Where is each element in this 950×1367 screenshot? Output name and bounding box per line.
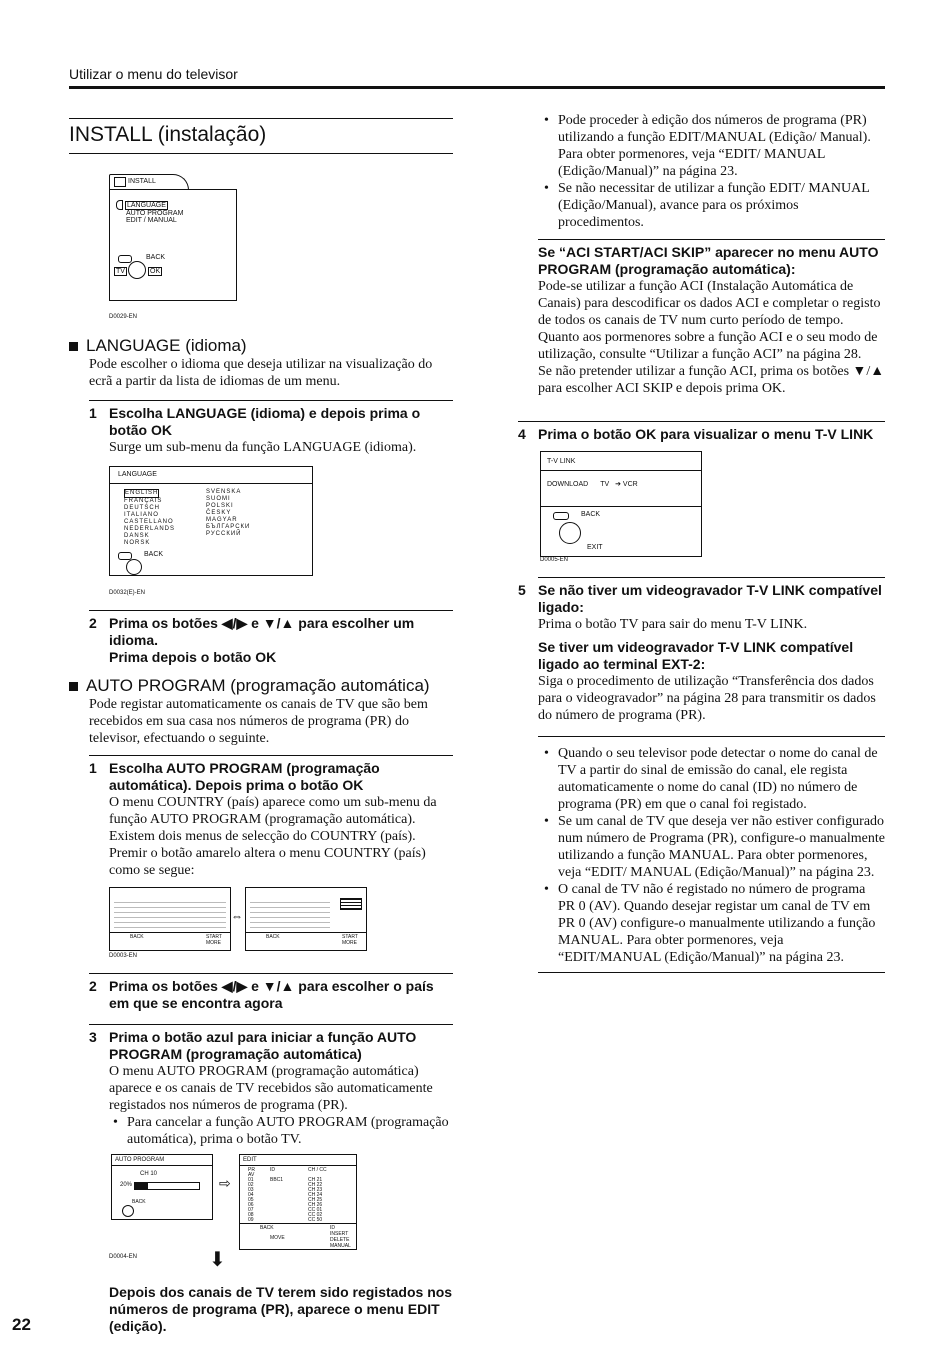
table-cell: CH 24 bbox=[308, 1192, 323, 1198]
auto-program-step1-text: O menu COUNTRY (país) aparece como um sub-menu da função AUTO PROGRAM (programação automática). Existem dois menus de selecção do COUNTRY (país). Premir o botão amarelo altera o menu COUNTRY (país) como se segue: bbox=[109, 795, 437, 878]
tvlink-screen-title: T-V LINK bbox=[547, 458, 576, 465]
selection-cursor-icon bbox=[116, 200, 123, 210]
language-list-col2 bbox=[206, 489, 250, 538]
language-option[interactable]: ITALIANO bbox=[124, 512, 159, 518]
bullet-square-icon bbox=[69, 682, 78, 691]
language-option[interactable]: РУССКИЙ bbox=[206, 531, 242, 537]
back-label: BACK bbox=[144, 551, 164, 558]
column-header: CH / CC bbox=[308, 1167, 327, 1173]
divider bbox=[538, 239, 885, 240]
header-rule bbox=[69, 86, 885, 89]
back-label: BACK bbox=[146, 254, 166, 261]
language-step2: 2 Prima os botões ◀/▶ e ▼/▲ para escolher um idioma. bbox=[89, 615, 415, 648]
screen-divider bbox=[541, 470, 701, 471]
install-screen-title: INSTALL bbox=[128, 178, 156, 185]
edit-caption: D0004-EN bbox=[109, 1254, 138, 1260]
tv-button-label: TV bbox=[116, 268, 125, 275]
language-intro: Pode escolher o idioma que deseja utilizar na visualização do ecrã a partir da lista de idiomas de um menu. bbox=[89, 357, 433, 389]
down-arrow-icon: ⬇ bbox=[209, 1249, 226, 1271]
table-cell: CC 02 bbox=[308, 1212, 323, 1218]
install-tab bbox=[109, 174, 189, 190]
language-step2-sub: Prima depois o botão OK bbox=[109, 649, 277, 665]
list-item: • Se um canal de TV que deseja ver não estiver configurado num número de Programa (PR), configure-o manualmente utilizando a função MANUAL. Para obter pormenores, veja “EDIT/ MANUAL (Edição/Manual)” na página 23. bbox=[558, 813, 885, 881]
install-items bbox=[116, 200, 183, 224]
screen-divider bbox=[240, 1165, 356, 1166]
table-cell: 04 bbox=[248, 1192, 254, 1198]
divider bbox=[538, 577, 885, 578]
country-screen-2 bbox=[245, 887, 367, 951]
auto-program-screen-title: AUTO PROGRAM bbox=[115, 1157, 165, 1163]
dpad-icon bbox=[128, 261, 146, 279]
install-figure bbox=[69, 174, 453, 324]
language-heading: LANGUAGE (idioma) bbox=[69, 336, 453, 356]
divider bbox=[538, 736, 885, 737]
progress-bar bbox=[134, 1182, 200, 1190]
back-label: BACK bbox=[581, 511, 601, 518]
dpad-icon bbox=[559, 522, 581, 544]
ok-button-label: OK bbox=[150, 268, 161, 275]
move-label: MOVE bbox=[270, 1235, 285, 1241]
country-caption: D0003-EN bbox=[109, 953, 138, 959]
language-option[interactable]: SVENSKA bbox=[206, 489, 242, 495]
step5-title2: Se tiver um videogravador T-V LINK compatível ligado ao terminal EXT-2: bbox=[538, 639, 854, 672]
table-cell: 09 bbox=[248, 1217, 254, 1223]
table-cell: CC 50 bbox=[308, 1217, 323, 1223]
table-cell: 01 bbox=[248, 1177, 254, 1183]
tvlink-caption: D0005-EN bbox=[540, 557, 569, 563]
progress-percent: 20% bbox=[120, 1182, 133, 1188]
language-section bbox=[69, 336, 453, 666]
country-screen-lines bbox=[250, 898, 330, 928]
step5-text: Prima o botão TV para sair do menu T-V LINK. bbox=[538, 617, 808, 632]
language-screen bbox=[109, 466, 313, 576]
country-screen-divider bbox=[110, 932, 230, 933]
auto-program-step3: 3 Prima o botão azul para iniciar a função AUTO PROGRAM (programação automática) bbox=[89, 1029, 417, 1062]
table-cell: 06 bbox=[248, 1202, 254, 1208]
table-cell: CH 22 bbox=[308, 1182, 323, 1188]
list-item: • Quando o seu televisor pode detectar o nome do canal de TV a partir do sinal de emissão do canal, ele regista automaticamente o nome do canal (ID) no número de programa (PR) em que o canal foi registado. bbox=[558, 745, 885, 813]
country-figure bbox=[69, 887, 453, 969]
list-item: • O canal de TV não é registado no número de programa PR 0 (AV). Quando desejar registar um canal de TV em PR 0 (AV) configure-o manualmente utilizando a função MANUAL. Para obter pormenores, veja “EDIT/MANUAL (Edição/Manual)” na página 23. bbox=[558, 881, 885, 966]
auto-program-step1: 1 Escolha AUTO PROGRAM (programação automática). Depois prima o botão OK bbox=[89, 760, 380, 793]
list-item: • Pode proceder à edição dos números de programa (PR) utilizando a função EDIT/MANUAL (Edição/ Manual). Para obter pormenores, veja “EDIT/ MANUAL (Edição/Manual)” na página 23. bbox=[558, 112, 885, 180]
language-option[interactable]: NORSK bbox=[124, 540, 151, 546]
manual-label: MANUAL bbox=[330, 1243, 351, 1249]
tvlink-download-row[interactable]: DOWNLOAD TV ➔ VCR bbox=[547, 481, 638, 488]
edit-table bbox=[248, 1173, 348, 1223]
list-item: • Se não necessitar de utilizar a função EDIT/ MANUAL (Edição/Manual), avance para os próximos procedimentos. bbox=[558, 180, 885, 231]
language-option[interactable]: DEUTSCH bbox=[124, 505, 161, 511]
auto-program-screen bbox=[111, 1154, 213, 1220]
table-cell: 07 bbox=[248, 1207, 254, 1213]
more-label: MORE bbox=[342, 940, 357, 946]
divider bbox=[89, 755, 453, 756]
divider bbox=[89, 610, 453, 611]
screen-divider bbox=[541, 506, 701, 507]
language-step1: 1 Escolha LANGUAGE (idioma) e depois prima o botão OK bbox=[89, 405, 421, 438]
left-column bbox=[69, 118, 453, 1335]
language-option[interactable]: ENGLISH bbox=[125, 490, 159, 496]
page-number: 22 bbox=[12, 1315, 31, 1334]
tvlink-screen bbox=[540, 451, 702, 557]
language-option[interactable]: CASTELLANO bbox=[124, 519, 174, 525]
insert-label: INSERT bbox=[330, 1231, 349, 1237]
install-caption: D0029-EN bbox=[109, 314, 138, 320]
page-header: Utilizar o menu do televisor bbox=[69, 66, 238, 82]
step5-text2: Siga o procedimento de utilização “Transferência dos dados para o videogravador” na página 28 para transmitir os dados do número de programa (PR). bbox=[538, 674, 876, 723]
progress-fill bbox=[135, 1183, 148, 1189]
language-option[interactable]: DANSK bbox=[124, 533, 150, 539]
bullet-square-icon bbox=[69, 342, 78, 351]
language-option[interactable]: FRANÇAIS bbox=[124, 498, 163, 504]
table-cell: CH 21 bbox=[308, 1177, 323, 1183]
language-screen-title: LANGUAGE bbox=[118, 471, 157, 478]
language-figure bbox=[69, 466, 453, 604]
language-step1-text: Surge um sub-menu da função LANGUAGE (idioma). bbox=[109, 440, 417, 455]
language-caption: D0032(E)-EN bbox=[109, 590, 146, 596]
bottom-bullets bbox=[518, 745, 885, 966]
back-label: BACK bbox=[266, 934, 280, 940]
auto-program-heading: AUTO PROGRAM (programação automática) bbox=[69, 676, 453, 696]
divider bbox=[89, 1024, 453, 1025]
table-cell: CC 01 bbox=[308, 1207, 323, 1213]
auto-program-section bbox=[69, 676, 453, 1335]
list-item: • Para cancelar a função AUTO PROGRAM (programação automática), prima o botão TV. bbox=[127, 1114, 453, 1148]
divider bbox=[518, 421, 885, 422]
language-option[interactable]: SUOMI bbox=[206, 496, 231, 502]
table-cell: 08 bbox=[248, 1212, 254, 1218]
aci-title: Se “ACI START/ACI SKIP” aparecer no menu AUTO PROGRAM (programação automática): bbox=[538, 244, 879, 277]
table-cell: 02 bbox=[248, 1182, 254, 1188]
language-option[interactable]: БЪЛГАРСКИ bbox=[206, 524, 251, 530]
column-header: ID bbox=[270, 1167, 275, 1173]
start-label: START bbox=[342, 934, 358, 940]
back-button-icon bbox=[553, 512, 569, 520]
delete-label: DELETE bbox=[330, 1237, 350, 1243]
auto-program-step2: 2 Prima os botões ◀/▶ e ▼/▲ para escolher o país em que se encontra agora bbox=[89, 978, 434, 1011]
country-screen-divider bbox=[246, 932, 366, 933]
column-header: PR bbox=[248, 1167, 255, 1173]
divider bbox=[89, 400, 453, 401]
tvlink-figure bbox=[518, 451, 885, 573]
language-option[interactable]: NEDERLANDS bbox=[124, 526, 176, 532]
dpad-icon bbox=[122, 1205, 134, 1217]
back-button-icon bbox=[118, 255, 132, 263]
start-label: START bbox=[206, 934, 222, 940]
table-cell: AV bbox=[248, 1172, 255, 1178]
install-item-language[interactable]: LANGUAGE bbox=[116, 200, 183, 210]
back-label: BACK bbox=[260, 1225, 274, 1231]
auto-program-step3-bullets bbox=[69, 1114, 453, 1148]
step4: 4 Prima o botão OK para visualizar o menu T-V LINK bbox=[518, 426, 874, 442]
language-option[interactable]: MAGYAR bbox=[206, 517, 238, 523]
screen-divider bbox=[112, 1165, 212, 1166]
table-cell: CH 25 bbox=[308, 1197, 323, 1203]
swap-arrows-icon: ⇔ bbox=[231, 909, 243, 923]
language-option[interactable]: POLSKI bbox=[206, 503, 234, 509]
table-cell: CH 23 bbox=[308, 1187, 323, 1193]
table-cell: 05 bbox=[248, 1197, 254, 1203]
language-list-col1 bbox=[124, 489, 175, 547]
back-label: BACK bbox=[132, 1199, 146, 1205]
right-arrow-icon: ⇨ bbox=[219, 1177, 231, 1192]
table-cell: CH 26 bbox=[308, 1202, 323, 1208]
install-screen bbox=[109, 189, 237, 301]
auto-program-intro: Pode registar automaticamente os canais de TV que são bem recebidos em sua casa nos números de programa (PR) do televisor, efectuando o seguinte. bbox=[89, 697, 428, 746]
id-label: ID bbox=[330, 1225, 335, 1231]
aci-text: Pode-se utilizar a função ACI (Instalação Automática de Canais) para descodificar os dados ACI e completar o registo de todos os canais de TV num curto período de tempo. Quanto aos pormenores sobre a função ACI e o seu modo de utilização, consulte “Utilizar a função ACI” na página 28. Se não pretender utilizar a função ACI, prima os botões ▼/▲ para escolher ACI SKIP e depois prima OK. bbox=[538, 279, 885, 396]
right-column bbox=[518, 112, 885, 973]
edit-screen-title: EDIT bbox=[243, 1157, 257, 1163]
divider bbox=[89, 973, 453, 974]
more-label: MORE bbox=[206, 940, 221, 946]
install-item-edit-manual[interactable]: EDIT / MANUAL bbox=[126, 217, 177, 224]
language-screen-divider bbox=[110, 483, 312, 484]
scrollbar-icon bbox=[340, 898, 362, 910]
arrow-icon: ➔ bbox=[615, 481, 621, 488]
install-item-auto-program[interactable]: AUTO PROGRAM bbox=[126, 210, 184, 217]
step5: 5 Se não tiver um videogravador T-V LINK compatível ligado: bbox=[518, 582, 882, 615]
auto-program-edit-figure bbox=[69, 1154, 453, 1276]
channel-label: CH 10 bbox=[140, 1171, 158, 1177]
edit-screen bbox=[239, 1154, 357, 1250]
after-text: Depois dos canais de TV terem sido registados nos números de programa (PR), aparece o menu EDIT (edição). bbox=[109, 1284, 453, 1334]
country-screen-lines bbox=[114, 898, 226, 928]
divider bbox=[538, 972, 885, 973]
tv-icon bbox=[114, 177, 126, 187]
back-label: BACK bbox=[130, 934, 144, 940]
exit-label: EXIT bbox=[587, 544, 603, 551]
table-cell: 03 bbox=[248, 1187, 254, 1193]
screen-divider bbox=[240, 1223, 356, 1224]
install-controls bbox=[114, 252, 234, 280]
top-bullets bbox=[518, 112, 885, 231]
language-option[interactable]: ČESKY bbox=[206, 510, 232, 516]
country-screen-1 bbox=[109, 887, 231, 951]
table-cell: BBC1 bbox=[270, 1177, 284, 1183]
dpad-icon bbox=[126, 559, 142, 575]
auto-program-step3-text: O menu AUTO PROGRAM (programação automática) aparece e os canais de TV recebidos são automaticamente registados nos números de programa (PR). bbox=[109, 1064, 433, 1113]
section-title: INSTALL (instalação) bbox=[69, 118, 453, 154]
